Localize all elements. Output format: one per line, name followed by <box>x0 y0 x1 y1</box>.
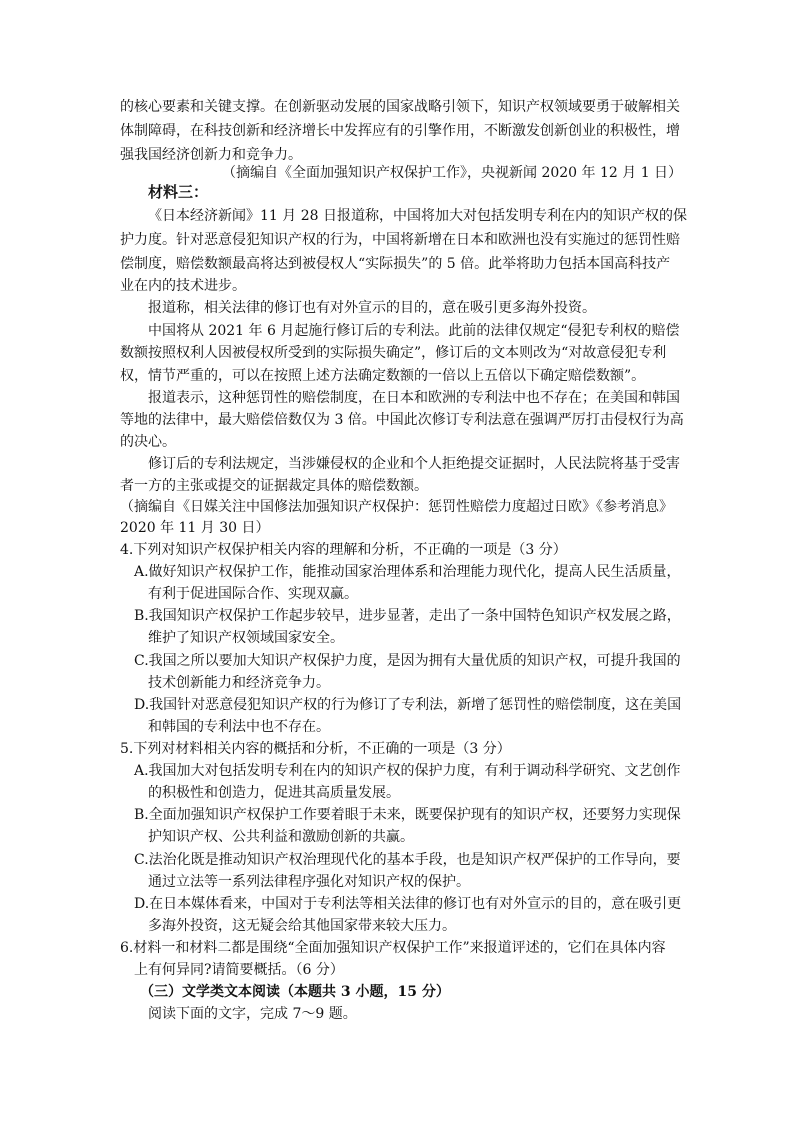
material3-p5-line-2: 者一方的主张或提交的证据裁定具体的赔偿数额。 <box>120 478 428 494</box>
q5-option-a-line-1: A.我国加大对包括发明专利在内的知识产权的保护力度，有利于调动科学研究、文艺创作 <box>134 763 681 779</box>
q5-option-c-line-2: 通过立法等一系列法律程序强化对知识产权的保护。 <box>148 874 470 890</box>
q5-option-a-line-2: 的积极性和创造力，促进其高质量发展。 <box>148 785 400 801</box>
q4-option-a-line-1: A.做好知识产权保护工作，能推动国家治理体系和治理能力现代化，提高人民生活质量， <box>134 564 681 580</box>
q4-option-b-line-1: B.我国知识产权保护工作起步较早，进步显著，走出了一条中国特色知识产权发展之路， <box>134 608 681 624</box>
q5-option-c-line-1: C.法治化既是推动知识产权治理现代化的基本手段，也是知识产权严保护的工作导向，要 <box>134 852 681 868</box>
material3-p4-line-2: 等地的法律中，最大赔偿倍数仅为 3 倍。中国此次修订专利法意在强调严厉打击侵权行为高 <box>120 412 684 428</box>
q4-option-d-line-2: 和韩国的专利法中也不存在。 <box>148 719 330 735</box>
material3-p1-line-3: 偿制度，赔偿数额最高将达到被侵权人“实际损失”的 5 倍。此举将助力包括本国高科技产 <box>120 256 671 272</box>
q4-stem: 4.下列对知识产权保护相关内容的理解和分析，不正确的一项是（3 分） <box>120 542 567 558</box>
material3-p2-line-1: 报道称，相关法律的修订也有对外宣示的目的，意在吸引更多海外投资。 <box>148 300 596 316</box>
material3-p3-line-3: 权，情节严重的，可以在按照上述方法确定数额的一倍以上五倍以下确定赔偿数额”。 <box>120 368 646 384</box>
material3-p4-line-3: 的决心。 <box>120 434 176 450</box>
q5-option-d-line-1: D.在日本媒体看来，中国对于专利法等相关法律的修订也有对外宣示的目的，意在吸引更 <box>134 896 682 912</box>
section3-instruction: 阅读下面的文字，完成 7～9 题。 <box>148 1006 357 1022</box>
material2-source: （摘编自《全面加强知识产权保护工作》，央视新闻 2020 年 12 月 1 日） <box>222 165 683 181</box>
q4-option-c-line-1: C.我国之所以要加大知识产权保护力度，是因为拥有大量优质的知识产权，可提升我国的 <box>134 653 681 669</box>
material3-p4-line-1: 报道表示，这种惩罚性的赔偿制度，在日本和欧洲的专利法中也不存在；在美国和韩国 <box>148 390 680 406</box>
q5-stem: 5.下列对材料相关内容的概括和分析，不正确的一项是（3 分） <box>120 741 511 757</box>
material3-p3-line-1: 中国将从 2021 年 6 月起施行修订后的专利法。此前的法律仅规定“侵犯专利权的赔偿 <box>148 323 680 339</box>
material3-p3-line-2: 数额按照权利人因被侵权所受到的实际损失确定”，修订后的文本则改为“对故意侵犯专利 <box>120 345 667 361</box>
q5-option-d-line-2: 多海外投资，这无疑会给其他国家带来较大压力。 <box>148 918 456 934</box>
material3-p1-line-2: 护力度。针对恶意侵犯知识产权的行为，中国将新增在日本和欧洲也没有实施过的惩罚性赔 <box>120 232 680 248</box>
material3-heading: 材料三： <box>148 183 209 201</box>
q6-line-1: 6.材料一和材料二都是围绕“全面加强知识产权保护工作”来报道评述的，它们在具体内容 <box>120 940 666 956</box>
material2-line-1: 的核心要素和关键支撑。在创新驱动发展的国家战略引领下，知识产权领域要勇于破解相关 <box>120 99 680 115</box>
q6-line-2: 上有何异同?请简要概括。（6 分） <box>134 962 344 978</box>
material3-source-line-2: 2020 年 11 月 30 日） <box>120 520 270 536</box>
q4-option-d-line-1: D.我国针对恶意侵犯知识产权的行为修订了专利法，新增了惩罚性的赔偿制度，这在美国 <box>134 697 682 713</box>
material2-line-3: 强我国经济创新力和竞争力。 <box>120 147 302 163</box>
material3-p1-line-1: 《日本经济新闻》11 月 28 日报道称，中国将加大对包括发明专利在内的知识产权的保 <box>148 208 687 224</box>
material3-p1-line-4: 业在内的技术进步。 <box>120 278 246 294</box>
q5-option-b-line-1: B.全面加强知识产权保护工作要着眼于未来，既要保护现有的知识产权，还要努力实现保 <box>134 807 681 823</box>
material3-p5-line-1: 修订后的专利法规定，当涉嫌侵权的企业和个人拒绝提交证据时，人民法院将基于受害 <box>148 456 680 472</box>
q4-option-a-line-2: 有利于促进国际合作、实现双赢。 <box>148 586 358 602</box>
material3-source-line-1: （摘编自《日媒关注中国修法加强知识产权保护：惩罚性赔偿力度超过日欧》《参考消息》 <box>120 499 673 515</box>
section3-heading: （三）文学类文本阅读（本题共 3 小题，15 分） <box>140 984 450 1000</box>
material2-line-2: 体制障碍，在科技创新和经济增长中发挥应有的引擎作用，不断激发创新创业的积极性，增 <box>120 123 680 139</box>
q4-option-c-line-2: 技术创新能力和经济竞争力。 <box>148 675 330 691</box>
q5-option-b-line-2: 护知识产权、公共利益和激励创新的共赢。 <box>148 829 414 845</box>
q4-option-b-line-2: 维护了知识产权领域国家安全。 <box>148 630 344 646</box>
